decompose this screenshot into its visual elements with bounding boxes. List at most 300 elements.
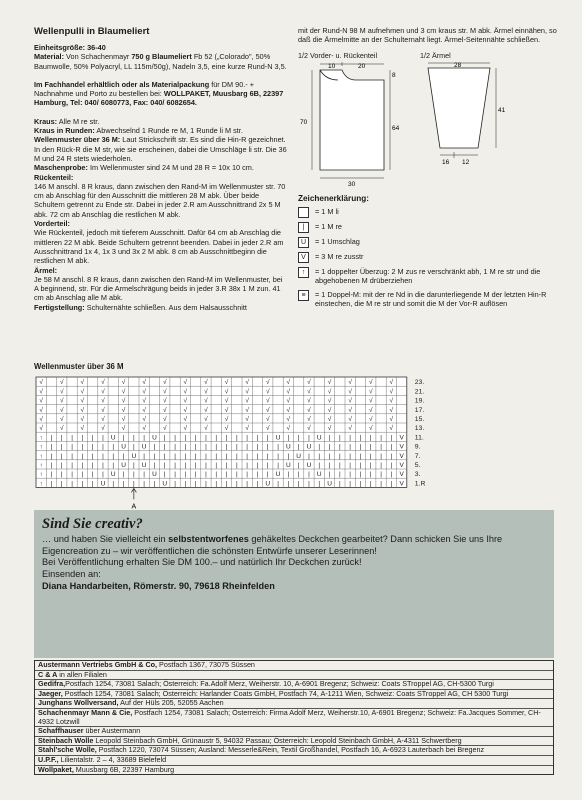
chart-stitch-symbol: |	[143, 480, 146, 488]
chart-stitch-symbol: U	[316, 471, 322, 479]
creative-address: Diana Handarbeiten, Römerstr. 90, 79618 Rheinfelden	[42, 581, 275, 592]
chart-row-label: 15.	[414, 415, 425, 423]
fertig-paragraph: Fertigstellung: Schulternähte schließen. Aus dem Halsausschnitt	[34, 302, 247, 312]
chart-stitch-symbol: √	[307, 379, 311, 387]
chart-row-label: 17.	[414, 406, 425, 414]
legend-symbol-icon: V	[298, 252, 309, 263]
chart-stitch-symbol: |	[215, 452, 218, 460]
chart-stitch-symbol: |	[194, 461, 197, 469]
chart-stitch-symbol: |	[184, 443, 187, 451]
chart-stitch-symbol: |	[143, 434, 146, 442]
chart-stitch-symbol: √	[204, 379, 208, 387]
supplier-name: Austermann Vertriebs GmbH & Co,	[38, 660, 158, 669]
supplier-address: Postfach 1254, 73081 Salach; Österreich: Fa.Adolf Merz, Weiherstr. 10, A-6901 Bregenz; Schweiz: Coats STroppel AG, CH-5300 Turgi	[65, 679, 494, 689]
chart-stitch-symbol: √	[101, 415, 105, 423]
chart-stitch-symbol: |	[328, 461, 331, 469]
dim-8: 8	[392, 71, 396, 79]
chart-stitch-symbol: |	[215, 480, 218, 488]
chart-stitch-symbol: √	[389, 425, 394, 433]
chart-stitch-symbol: |	[122, 480, 125, 488]
chart-stitch-symbol: |	[338, 443, 341, 451]
chart-stitch-symbol: √	[162, 425, 167, 433]
chart-stitch-symbol: √	[183, 425, 188, 433]
schematic-body-drawing	[298, 60, 410, 188]
chart-stitch-symbol: |	[359, 471, 362, 479]
dim-16: 16	[442, 158, 450, 166]
chart-stitch-symbol: |	[91, 452, 94, 460]
chart-stitch-symbol: V	[399, 452, 404, 460]
chart-stitch-symbol: √	[327, 379, 332, 387]
chart-stitch-symbol: |	[112, 443, 115, 451]
chart-stitch-symbol: |	[297, 471, 300, 479]
supplier-address: Postfach 1254, 73081 Salach; Österreich: Firma Adolf Merz, Weiherstr.10, A-6901 Bregenz; Schweiz: Fa.Jacques Sommer, CH-4932 Lotzwill	[38, 707, 541, 726]
aermel-paragraph: Je 58 M anschl. 8 R kraus, dann zwischen den Rand-M im Wellenmuster, bei A beginnend, str. Für die Armelschrägung beids in jeder 3.R 38x 1 M zun. 41 cm ab Anschlag alle M abk.	[34, 274, 283, 303]
chart-stitch-symbol: |	[91, 480, 94, 488]
chart-stitch-symbol: |	[246, 471, 249, 479]
chart-stitch-symbol: U	[296, 452, 302, 460]
chart-stitch-symbol: |	[81, 443, 84, 451]
chart-stitch-symbol: √	[121, 415, 126, 423]
kraus-rund-line: Kraus in Runden: Abwechselnd 1 Runde re M, 1 Runde li M str.	[34, 126, 243, 136]
chart-stitch-symbol: |	[390, 443, 393, 451]
supplier-name: U.P.F.,	[38, 754, 59, 764]
legend-text: = 1 M re	[315, 222, 342, 232]
chart-row-label: 11.	[414, 434, 424, 442]
creative-line2: Bei Veröffentlichung erhalten Sie DM 100.– und natürlich Ihr Deckchen zurück!	[42, 557, 362, 568]
chart-stitch-symbol: U	[141, 443, 147, 451]
dim-30: 30	[348, 180, 356, 188]
supplier-address: Postfach 1367, 73075 Süssen	[157, 660, 255, 669]
chart-stitch-symbol: |	[308, 452, 310, 460]
schematic-sleeve-title: 1/2 Ärmel	[420, 50, 451, 60]
chart-stitch-symbol: √	[286, 406, 291, 414]
chart-stitch-symbol: |	[132, 471, 135, 479]
chart-stitch-symbol: U	[131, 452, 137, 460]
chart-stitch-symbol: |	[215, 443, 218, 451]
chart-stitch-symbol: |	[163, 471, 166, 479]
chart-stitch-symbol: √	[121, 379, 126, 387]
chart-stitch-symbol: |	[163, 434, 166, 442]
chart-stitch-symbol: U	[306, 443, 312, 451]
chart-stitch-symbol: |	[132, 434, 135, 442]
chart-stitch-symbol: √	[80, 415, 85, 423]
chart-stitch-symbol: √	[59, 388, 64, 396]
chart-stitch-symbol: |	[390, 461, 393, 469]
chart-stitch-symbol: |	[81, 480, 84, 488]
supplier-name: Schaffhauser	[38, 726, 84, 736]
chart-stitch-symbol: √	[80, 379, 85, 387]
chart-stitch-symbol: √	[327, 388, 332, 396]
dim-12: 12	[462, 158, 470, 166]
chart-stitch-symbol: √	[224, 388, 229, 396]
legend-symbol-icon: ≡	[298, 290, 309, 301]
chart-stitch-symbol: |	[174, 434, 176, 442]
chart-stitch-symbol: |	[256, 480, 259, 488]
chart-stitch-symbol: √	[389, 397, 394, 405]
chart-stitch-symbol: √	[327, 397, 332, 405]
aermel-heading: Ärmel:	[34, 265, 58, 275]
chart-stitch-symbol: √	[204, 415, 208, 423]
chart-stitch-symbol: √	[327, 406, 332, 414]
chart-stitch-symbol: ↑	[39, 480, 43, 488]
legend	[298, 207, 560, 308]
chart-stitch-symbol: |	[184, 452, 187, 460]
chart-stitch-symbol: √	[265, 425, 270, 433]
supplier-name: Jaeger,	[38, 688, 63, 698]
chart-stitch-symbol: √	[245, 415, 249, 423]
chart-stitch-symbol: |	[266, 471, 269, 479]
chart-stitch-symbol: √	[389, 388, 394, 396]
chart-stitch-symbol: √	[142, 425, 146, 433]
chart-stitch-symbol: |	[277, 443, 279, 451]
chart-stitch-symbol: √	[39, 425, 43, 433]
chart-stitch-symbol: √	[265, 397, 270, 405]
chart-stitch-symbol: |	[297, 434, 300, 442]
chart-stitch-symbol: |	[174, 461, 176, 469]
creative-line3: Einsenden an:	[42, 568, 101, 579]
chart-stitch-symbol: |	[328, 443, 331, 451]
chart-stitch-symbol: √	[368, 379, 373, 387]
chart-stitch-symbol: |	[205, 434, 207, 442]
chart-stitch-symbol: |	[194, 471, 197, 479]
chart-stitch-symbol: √	[348, 415, 352, 423]
chart-stitch-symbol: √	[162, 406, 167, 414]
chart-stitch-symbol: |	[318, 461, 321, 469]
chart-stitch-symbol: √	[142, 397, 146, 405]
chart-stitch-symbol: |	[349, 461, 352, 469]
chart-stitch-symbol: |	[71, 461, 73, 469]
chart-stitch-symbol: |	[246, 452, 249, 460]
chart-stitch-symbol: |	[225, 452, 228, 460]
chart-stitch-symbol: |	[277, 461, 279, 469]
chart-stitch-symbol: |	[153, 452, 156, 460]
chart-stitch-symbol: √	[245, 388, 249, 396]
chart-stitch-symbol: √	[183, 379, 188, 387]
dim-41: 41	[498, 106, 506, 114]
chart-stitch-symbol: |	[235, 480, 238, 488]
chart-stitch-symbol: |	[380, 443, 382, 451]
chart-row-label: 23.	[414, 379, 425, 387]
chart-stitch-symbol: |	[287, 434, 290, 442]
chart-stitch-symbol: |	[369, 443, 372, 451]
chart-stitch-symbol: U	[327, 480, 332, 488]
chart-stitch-symbol: |	[380, 452, 382, 460]
chart-stitch-symbol: |	[369, 480, 372, 488]
chart-stitch-symbol: |	[102, 471, 104, 479]
chart-stitch-symbol: U	[162, 480, 168, 488]
chart-stitch-symbol: |	[153, 461, 156, 469]
chart-stitch-symbol: U	[275, 471, 281, 479]
chart-stitch-symbol: |	[215, 434, 218, 442]
chart-stitch-symbol: √	[59, 406, 64, 414]
chart-stitch-symbol: |	[205, 452, 207, 460]
chart-row-label: 19.	[414, 397, 425, 405]
legend-item	[298, 290, 560, 309]
chart-stitch-symbol: |	[91, 471, 94, 479]
chart-stitch-symbol: √	[265, 388, 270, 396]
chart-grid	[34, 375, 454, 515]
supplier-address: Auf der Hüls 205, 52055 Aachen	[118, 698, 224, 708]
chart-stitch-symbol: |	[256, 471, 259, 479]
chart-stitch-symbol: √	[389, 415, 394, 423]
chart-stitch-symbol: |	[359, 461, 362, 469]
chart-stitch-symbol: |	[71, 480, 73, 488]
dim-70: 70	[300, 118, 308, 126]
chart-stitch-symbol: |	[215, 461, 218, 469]
chart-stitch-symbol: |	[60, 434, 63, 442]
chart-stitch-symbol: |	[266, 434, 269, 442]
chart-row-label: 9.	[414, 443, 421, 451]
schematics	[298, 51, 560, 190]
chart-stitch-symbol: √	[307, 388, 311, 396]
chart-stitch-symbol: |	[328, 452, 331, 460]
chart-stitch-symbol: √	[59, 425, 64, 433]
supplier-name: Steinbach Wolle	[38, 735, 94, 745]
chart-stitch-symbol: √	[348, 379, 352, 387]
chart-stitch-symbol: |	[102, 443, 104, 451]
wellen-paragraph: Wellenmuster über 36 M: Laut Strickschrift str. Es sind die Hin-R gezeichnet. In den Rück-R die M str, wie sie erscheinen, dabei die Umschläge li str. Die 36 M und 24 R stets wiederholen.	[34, 135, 287, 163]
chart-stitch-symbol: ↑	[39, 443, 43, 451]
dim-64: 64	[392, 124, 400, 132]
chart-marker-label: A	[131, 503, 137, 511]
chart-row-label: 5.	[414, 461, 421, 469]
chart-stitch-symbol: √	[286, 425, 291, 433]
chart-stitch-symbol: |	[266, 452, 269, 460]
vorder-paragraph: Wie Rückenteil, jedoch mit tieferem Ausschnitt. Dafür 64 cm ab Anschlag die mittleren 22 M abk. Beide Schultern getrennt beenden. Dabei in jeder 2.R am Ausschnittrand 1x 4, 1x 3 und 3x 2 M abk. 8 cm ab Ausschnittbeginn die restlichen M abk.	[34, 228, 284, 266]
chart-row-label: 13.	[414, 425, 425, 433]
chart-stitch-symbol: |	[102, 461, 104, 469]
chart-stitch-symbol: |	[71, 471, 73, 479]
chart-stitch-symbol: √	[327, 415, 332, 423]
chart-stitch-symbol: √	[183, 388, 188, 396]
chart-stitch-symbol: √	[307, 406, 311, 414]
legend-symbol-icon: U	[298, 237, 309, 248]
chart-stitch-symbol: √	[101, 379, 105, 387]
chart-row-label: 1.R	[414, 480, 426, 488]
creative-box	[34, 510, 554, 658]
chart-stitch-symbol: |	[60, 452, 63, 460]
chart-stitch-symbol: √	[348, 406, 352, 414]
chart-stitch-symbol: ↑	[39, 434, 43, 442]
chart-stitch-symbol: |	[112, 452, 115, 460]
chart-stitch-symbol: |	[50, 452, 53, 460]
chart-stitch-symbol: |	[349, 480, 352, 488]
chart-stitch-symbol: |	[225, 434, 228, 442]
chart-stitch-symbol: √	[162, 415, 167, 423]
chart-stitch-symbol: √	[121, 425, 126, 433]
chart-stitch-symbol: √	[224, 415, 229, 423]
shop-paragraph: Im Fachhandel erhältlich oder als Materialpackung für DM 90.- + Nachnahme und Porto zu bestellen bei: WOLLPAKET, Muusbarg 6B, 22397 Hamburg, Tel: 040/ 6080773, Fax: 040/ 6082654.	[34, 79, 284, 108]
legend-title: Zeichenerklärung:	[298, 193, 369, 203]
chart-stitch-symbol: |	[380, 434, 382, 442]
chart-stitch-symbol: |	[205, 480, 207, 488]
chart-stitch-symbol: √	[286, 379, 291, 387]
chart-stitch-symbol: |	[308, 434, 310, 442]
supplier-address: Muusbarg 6B, 22397 Hamburg	[73, 764, 175, 774]
chart-stitch-symbol: U	[285, 443, 291, 451]
supplier-name: C & A	[38, 669, 58, 679]
size-line: Einheitsgröße: 36-40	[34, 43, 106, 52]
chart-stitch-symbol: |	[390, 452, 393, 460]
supplier-name: Junghans Wollversand,	[38, 698, 119, 708]
chart-stitch-symbol: √	[307, 397, 311, 405]
supplier-address: in allen Filialen	[57, 669, 107, 679]
chart-stitch-symbol: V	[399, 480, 404, 488]
chart-stitch-symbol: |	[132, 480, 135, 488]
chart-stitch-symbol: |	[112, 461, 115, 469]
chart-stitch-symbol: √	[80, 425, 85, 433]
chart-stitch-symbol: |	[91, 434, 94, 442]
chart-stitch-symbol: √	[224, 406, 229, 414]
chart-stitch-symbol: |	[308, 471, 310, 479]
dim-10: 10	[328, 62, 336, 70]
legend-text: = 1 Umschlag	[315, 237, 360, 247]
chart-stitch-symbol: |	[297, 443, 300, 451]
chart-stitch-symbol: |	[81, 461, 84, 469]
schematic-sleeve	[420, 51, 512, 190]
chart-stitch-symbol: |	[266, 443, 269, 451]
chart-stitch-symbol: V	[399, 471, 404, 479]
chart-stitch-symbol: |	[60, 480, 63, 488]
chart-stitch-symbol: |	[256, 443, 259, 451]
chart-stitch-symbol: |	[91, 461, 94, 469]
chart-stitch-symbol: |	[112, 480, 115, 488]
supplier-address: Leopold Steinbach GmbH, Grünaustr 5, 94032 Passau; Österreich: Leopold Steinbach GmbH, A-4311 Schwertberg	[93, 735, 462, 745]
chart-stitch-symbol: |	[71, 452, 73, 460]
chart-stitch-symbol: |	[256, 434, 259, 442]
chart-stitch-symbol: U	[110, 434, 116, 442]
chart-stitch-symbol: |	[194, 443, 197, 451]
chart-stitch-symbol: |	[174, 471, 176, 479]
chart-stitch-symbol: √	[389, 406, 394, 414]
chart-stitch-symbol: √	[265, 406, 270, 414]
chart-stitch-symbol: |	[205, 471, 207, 479]
chart-stitch-symbol: √	[80, 397, 85, 405]
chart-stitch-symbol: |	[184, 480, 187, 488]
chart-stitch-symbol: |	[277, 480, 279, 488]
chart-row-label: 7.	[414, 452, 421, 460]
chart-stitch-symbol: |	[184, 471, 187, 479]
chart-stitch-symbol: √	[101, 425, 105, 433]
supplier-name: Stahl'sche Wolle,	[38, 745, 97, 755]
dim-28: 28	[454, 61, 462, 69]
chart-stitch-symbol: |	[205, 461, 207, 469]
chart-stitch-symbol: ↑	[39, 461, 43, 469]
chart-stitch-symbol: √	[368, 425, 373, 433]
chart-stitch-symbol: |	[205, 443, 207, 451]
chart-stitch-symbol: |	[215, 471, 218, 479]
chart-stitch-symbol: |	[328, 471, 331, 479]
chart-stitch-symbol: √	[348, 397, 352, 405]
chart-stitch-symbol: |	[132, 443, 135, 451]
chart-stitch-symbol: √	[121, 397, 126, 405]
chart-stitch-symbol: |	[174, 452, 176, 460]
chart-stitch-symbol: √	[348, 388, 352, 396]
chart-stitch-symbol: |	[71, 443, 73, 451]
chart-stitch-symbol: |	[338, 434, 341, 442]
chart-stitch-symbol: |	[153, 480, 156, 488]
chart-stitch-symbol: |	[81, 471, 84, 479]
chart-stitch-symbol: √	[204, 425, 208, 433]
chart-stitch-symbol: V	[399, 443, 404, 451]
chart-stitch-symbol: |	[235, 434, 238, 442]
chart-stitch-symbol: |	[174, 443, 176, 451]
chart-stitch-symbol: √	[245, 379, 249, 387]
chart-stitch-symbol: √	[142, 388, 146, 396]
chart-stitch-symbol: |	[235, 443, 238, 451]
chart-stitch-symbol: |	[338, 461, 341, 469]
chart-stitch-symbol: |	[235, 452, 238, 460]
chart-stitch-symbol: √	[101, 388, 105, 396]
chart-stitch-symbol: |	[50, 461, 53, 469]
chart-stitch-symbol: √	[368, 406, 373, 414]
chart-stitch-symbol: |	[102, 434, 104, 442]
supplier-row	[35, 661, 553, 671]
legend-symbol-icon: |	[298, 222, 309, 233]
chart-stitch-symbol: |	[349, 434, 352, 442]
chart-title: Wellenmuster über 36 M	[34, 362, 124, 371]
chart-stitch-symbol: √	[142, 379, 146, 387]
chart-stitch-symbol: √	[265, 379, 270, 387]
chart-stitch-symbol: √	[142, 406, 146, 414]
chart-stitch-symbol: |	[369, 434, 372, 442]
chart-stitch-symbol: |	[81, 452, 84, 460]
chart-stitch-symbol: |	[60, 443, 63, 451]
legend-symbol-icon	[298, 207, 309, 218]
chart-stitch-symbol: |	[102, 452, 104, 460]
chart-stitch-symbol: |	[287, 480, 290, 488]
chart-stitch-symbol: |	[225, 480, 228, 488]
chart-stitch-symbol: |	[143, 471, 146, 479]
chart-stitch-symbol: |	[194, 434, 197, 442]
chart-stitch-symbol: U	[275, 434, 281, 442]
chart-stitch-symbol: √	[162, 379, 167, 387]
chart-stitch-symbol: |	[359, 443, 362, 451]
chart-stitch-symbol: |	[318, 480, 321, 488]
chart-stitch-symbol: |	[246, 480, 249, 488]
chart-stitch-symbol: |	[338, 471, 341, 479]
chart-stitch-symbol: √	[368, 397, 373, 405]
chart-stitch-symbol: |	[390, 480, 393, 488]
chart-stitch-symbol: |	[194, 480, 197, 488]
supplier-address: über Austermann	[83, 726, 141, 736]
chart-stitch-symbol: |	[318, 443, 321, 451]
dim-20: 20	[358, 62, 366, 70]
chart-stitch-symbol: √	[307, 415, 311, 423]
chart-stitch-symbol: |	[359, 452, 362, 460]
chart-stitch-symbol: √	[389, 379, 394, 387]
kraus-line: Kraus: Alle M re str.	[34, 116, 100, 126]
chart-stitch-symbol: √	[39, 397, 43, 405]
article-title: Wellenpulli in Blaumeliert	[34, 26, 150, 37]
chart-stitch-symbol: √	[80, 388, 85, 396]
chart-stitch-symbol: |	[122, 434, 125, 442]
chart-stitch-symbol: |	[380, 471, 382, 479]
chart-stitch-symbol: |	[122, 452, 125, 460]
chart-stitch-symbol: |	[50, 471, 53, 479]
chart-stitch-symbol: |	[369, 461, 372, 469]
chart-stitch-symbol: √	[204, 406, 208, 414]
legend-item	[298, 222, 560, 233]
chart-stitch-symbol: √	[80, 406, 85, 414]
chart-stitch-symbol: |	[338, 480, 341, 488]
chart-stitch-symbol: √	[348, 425, 352, 433]
chart-stitch-symbol: √	[245, 425, 249, 433]
chart-stitch-symbol: |	[380, 461, 382, 469]
chart-stitch-symbol: |	[246, 434, 249, 442]
chart-stitch-symbol: |	[50, 443, 53, 451]
chart-stitch-symbol: V	[399, 461, 404, 469]
